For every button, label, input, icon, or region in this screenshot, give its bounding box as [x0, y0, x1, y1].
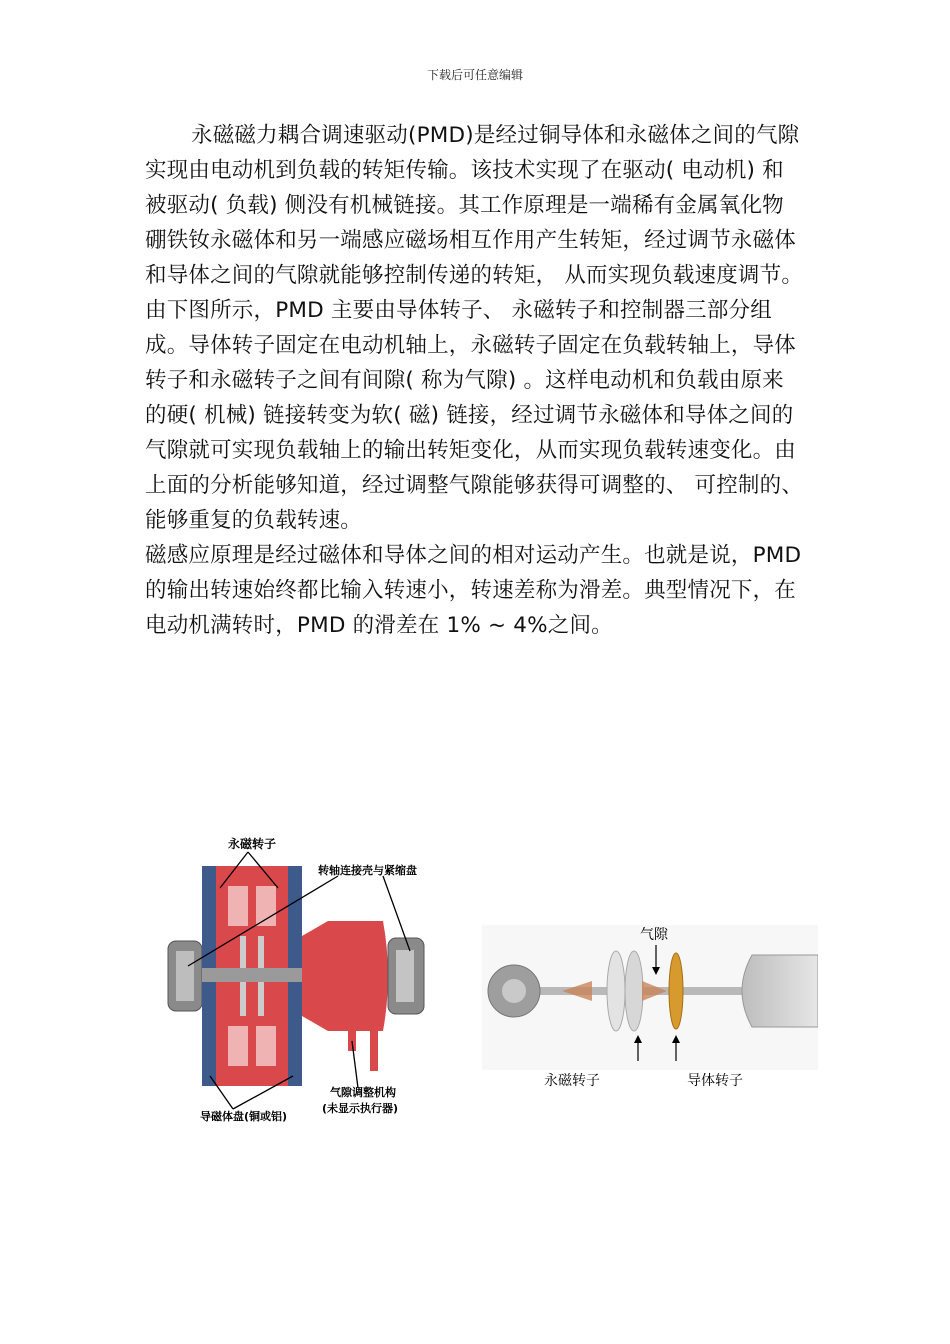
body-text — [145, 118, 805, 643]
rotor-window-2 — [256, 886, 276, 926]
label-pm-rotor: 永磁转子 — [228, 837, 277, 851]
housing — [302, 921, 388, 1031]
conductor-disk — [669, 953, 683, 1029]
fan-hub — [502, 979, 526, 1003]
rotor-window-4 — [256, 1026, 276, 1066]
pm-disk-2 — [625, 951, 643, 1031]
pmd-structure-figure — [148, 826, 468, 1136]
adjust-arm-2 — [370, 1016, 378, 1071]
label-actuator-note: (未显示执行器) — [322, 1102, 399, 1115]
paragraph-1: 永磁磁力耦合调速驱动(PMD)是经过铜导体和永磁体之间的气隙实现由电动机到负载的转矩传输。该技术实现了在驱动( 电动机) 和被驱动( 负载) 侧没有机械链接。其工作原理是一端稀有金属氧化物硼铁钕永磁体和另一端感应磁场相互作用产生转矩，经过调节永磁体和导体之间的气隙就能够控制传递的转矩， 从而实现负载速度调节。 — [145, 123, 804, 288]
pm-disk-1 — [607, 951, 625, 1031]
rotor-window-1 — [228, 886, 248, 926]
left-hub-face — [176, 951, 194, 1001]
right-hub-face — [396, 950, 414, 1002]
label-conductor-rotor: 导体转子 — [687, 1073, 743, 1089]
label-gap: 气隙 — [640, 927, 668, 943]
label-conductor-disk: 导磁体盘(铜或铝) — [200, 1110, 288, 1123]
air-gap-figure — [482, 915, 818, 1095]
paragraph-2: 由下图所示，PMD 主要由导体转子、 永磁转子和控制器三部分组成。导体转子固定在电动机轴上，永磁转子固定在负载转轴上，导体转子和永磁转子之间有间隙( 称为气隙) 。这样电动机和负载由原来的硬( 机械) 链接转变为软( 磁) 链接，经过调节永磁体和导体之间的气隙就可实现负载轴上的输出转矩变化，从而实现负载转速变化。由上面的分析能够知道，经过调整气隙能够获得可调整的、 可控制的、 能够重复的负载转速。 — [145, 298, 804, 533]
page-header: 下载后可任意编辑 — [426, 68, 523, 82]
label-gap-adjuster: 气隙调整机构 — [330, 1086, 396, 1099]
paragraph-3: 磁感应原理是经过磁体和导体之间的相对运动产生。也就是说，PMD 的输出转速始终都比输入转速小，转速差称为滑差。典型情况下，在电动机满转时，PMD 的滑差在 1% ~ 4%之间。 — [145, 543, 802, 638]
motor — [742, 955, 818, 1027]
label-shaft-housing: 转轴连接壳与紧缩盘 — [318, 864, 417, 877]
label-pm-rotor: 永磁转子 — [544, 1073, 600, 1089]
rotor-window-3 — [228, 1026, 248, 1066]
